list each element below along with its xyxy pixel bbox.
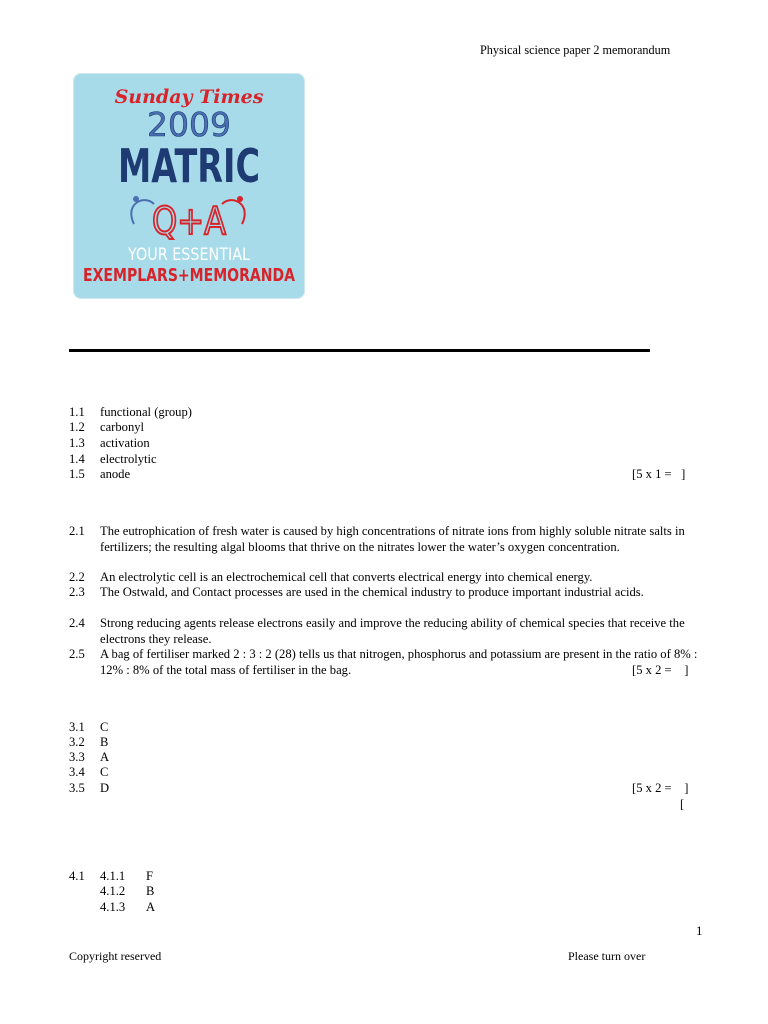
logo-qa: Q+A	[152, 199, 226, 243]
footer-please-turn-over: Please turn over	[568, 949, 646, 963]
marks-total: [5 x 1 = ]	[632, 467, 686, 481]
page-number: 1	[696, 923, 703, 938]
marks-total: [5 x 2 = ]	[632, 781, 689, 795]
marks-total: [5 x 2 = ]	[632, 663, 689, 677]
footer-copyright: Copyright reserved	[69, 949, 162, 963]
logo-title: MATRIC	[118, 139, 260, 193]
horizontal-rule	[69, 349, 650, 352]
logo-brand: Sunday Times	[114, 86, 264, 108]
marks-bracket: [	[680, 797, 685, 811]
logo-graphic	[74, 74, 304, 298]
logo-subtitle: EXEMPLARS+MEMORANDA	[83, 265, 296, 286]
logo-year: 2009	[147, 105, 231, 144]
logo-tagline: YOUR ESSENTIAL	[127, 245, 251, 265]
sunday-times-matric-logo	[73, 73, 305, 299]
header-title: Physical science paper 2 memorandum	[480, 43, 671, 57]
